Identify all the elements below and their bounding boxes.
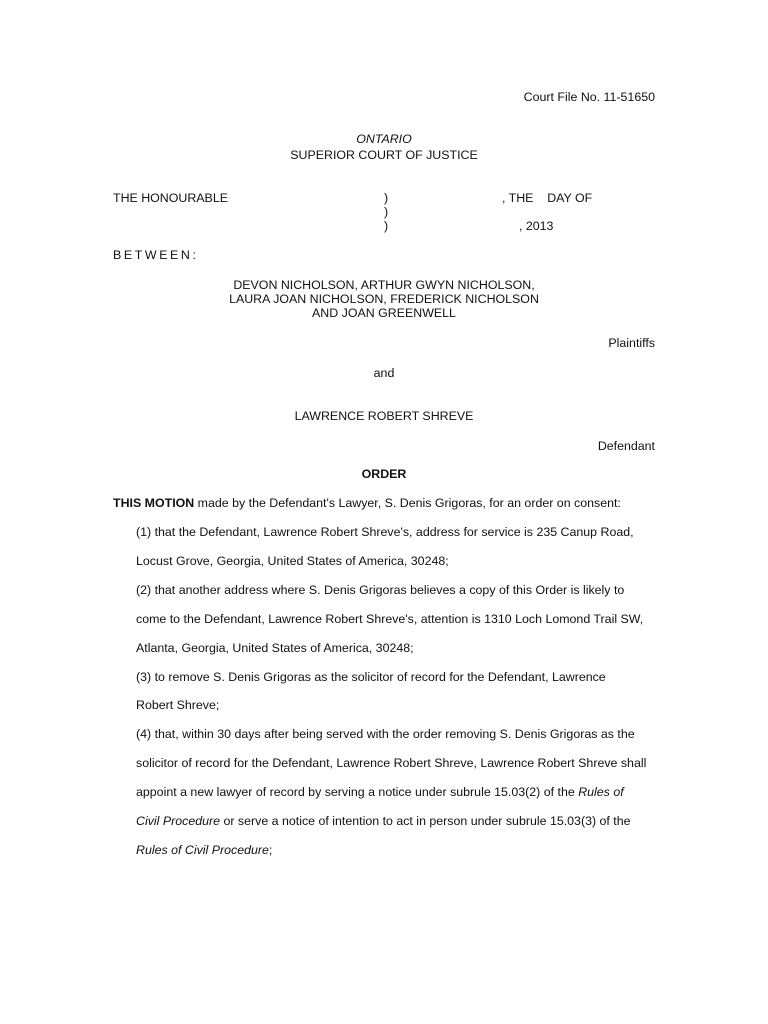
order-title: ORDER (361, 467, 407, 481)
item-4-line-1: (4) that, within 30 days after being served with the order removing S. Denis Grigoras as the (136, 727, 635, 741)
item-3-line-1: (3) to remove S. Denis Grigoras as the solicitor of record for the Defendant, Lawrence (136, 670, 606, 684)
plaintiffs-line-2: LAURA JOAN NICHOLSON, FREDERICK NICHOLSON (229, 292, 539, 306)
motion-paragraph: THIS MOTION made by the Defendant's Lawyer, S. Denis Grigoras, for an order on consent: (113, 496, 621, 510)
item-2-line-1: (2) that another address where S. Denis Grigoras believes a copy of this Order is likely to (136, 583, 625, 597)
defendant-name: LAWRENCE ROBERT SHREVE (294, 409, 474, 423)
plaintiffs-line-3: AND JOAN GREENWELL (312, 306, 456, 320)
court-heading: SUPERIOR COURT OF JUSTICE (290, 148, 478, 162)
item-4-line-4: Civil Procedure or serve a notice of intention to act in person under subrule 15.03(3) of the (136, 814, 631, 828)
between-label: BETWEEN: (113, 248, 199, 262)
defendant-role: Defendant (597, 439, 655, 453)
item-1-line-2: Locust Grove, Georgia, United States of America, 30248; (136, 554, 449, 568)
province-heading: ONTARIO (356, 132, 412, 146)
item-2-line-3: Atlanta, Georgia, United States of America, 30248; (136, 641, 414, 655)
plaintiffs-role: Plaintiffs (608, 336, 655, 350)
bracket-line-3: ) (384, 219, 389, 233)
item-4-line-5: Rules of Civil Procedure; (136, 843, 273, 857)
item-3-line-2: Robert Shreve; (136, 698, 220, 712)
item-4-line-3: appoint a new lawyer of record by serving a notice under subrule 15.03(2) of the Rules of (136, 785, 624, 799)
honourable-label: THE HONOURABLE (113, 191, 228, 205)
item-4-line-2: solicitor of record for the Defendant, Lawrence Robert Shreve, Lawrence Robert Shreve shall (136, 756, 647, 770)
and-separator: and (373, 366, 395, 380)
item-1-line-1: (1) that the Defendant, Lawrence Robert Shreve's, address for service is 235 Canup Road, (136, 525, 634, 539)
court-file-number: Court File No. 11-51650 (523, 90, 655, 104)
date-year: , 2013 (519, 219, 554, 233)
plaintiffs-line-1: DEVON NICHOLSON, ARTHUR GWYN NICHOLSON, (233, 278, 535, 292)
bracket-line-2: ) (384, 205, 389, 219)
item-2-line-2: come to the Defendant, Lawrence Robert Shreve's, attention is 1310 Loch Lomond Trail SW, (136, 612, 644, 626)
date-day-of: , THE DAY OF (502, 191, 593, 205)
bracket-line-1: ) (384, 191, 389, 205)
